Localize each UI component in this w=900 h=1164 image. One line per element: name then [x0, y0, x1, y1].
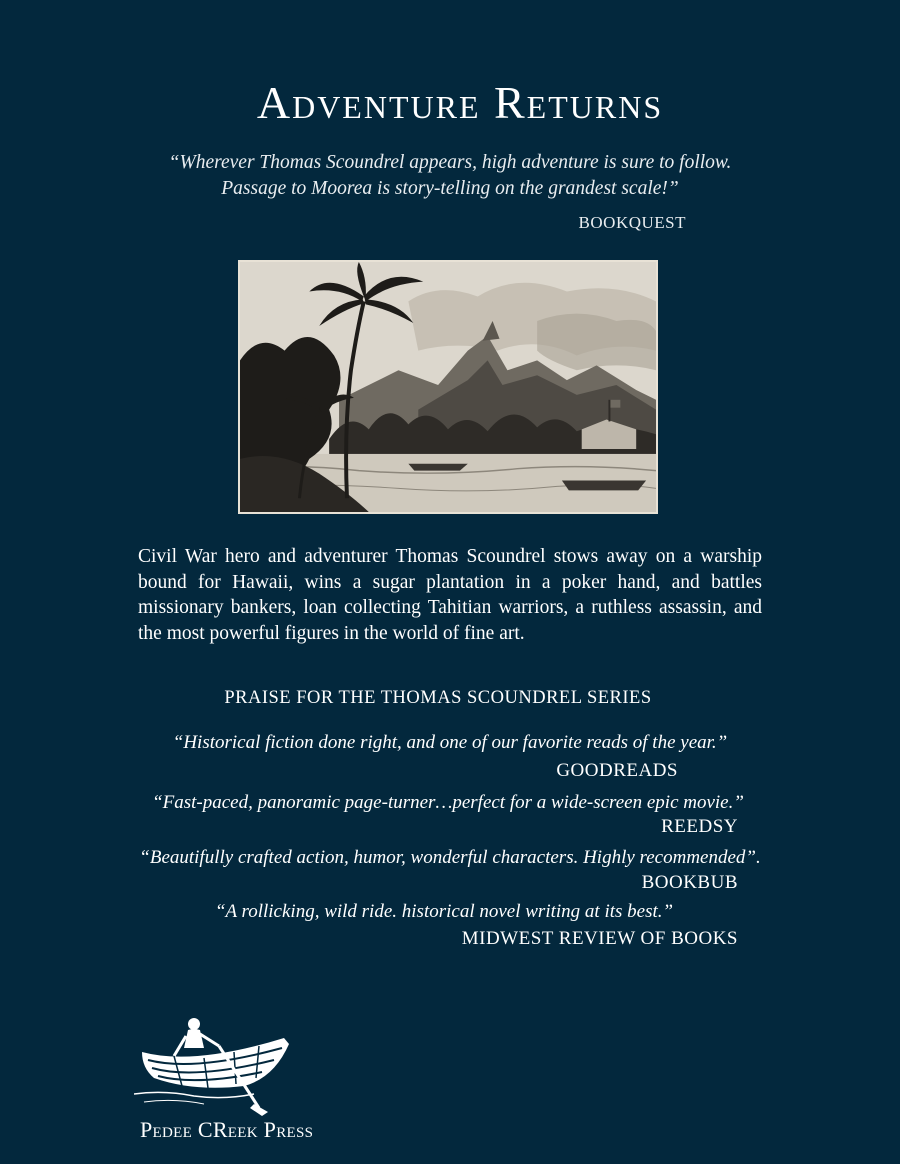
rowboat-icon: [134, 1008, 304, 1118]
featured-quote-line-1: “Wherever Thomas Scoundrel appears, high adventure is sure to follow.: [168, 152, 732, 173]
tahiti-landscape-illustration: [240, 262, 656, 512]
review-quote: “Fast-paced, panoramic page-turner…perfect for a wide-screen epic movie.”: [152, 792, 744, 813]
review-source: REEDSY: [661, 816, 738, 837]
review-source: GOODREADS: [556, 760, 678, 781]
review-source: MIDWEST REVIEW OF BOOKS: [461, 928, 738, 949]
featured-quote: [0, 150, 900, 202]
review-item: [0, 847, 900, 869]
page-title: Adventure Returns: [256, 77, 664, 128]
review-quote: “Beautifully crafted action, humor, wonderful characters. Highly recommended”.: [139, 847, 761, 868]
review-quote: “Historical fiction done right, and one of our favorite reads of the year.”: [172, 732, 728, 753]
publisher-name: Pedee CReek Press: [140, 1117, 314, 1142]
engraving-image: [238, 260, 658, 514]
featured-quote-source: BOOKQUEST: [578, 213, 686, 232]
book-description: Civil War hero and adventurer Thomas Scoundrel stows away on a warship bound for Hawaii, wins a sugar plantation in a poker hand, and battles missionary bankers, loan collecting Tahitian warriors, a ruthless assassin, and the most powerful figures in the world of fine art.: [138, 546, 762, 644]
review-source: BOOKBUB: [641, 872, 738, 893]
featured-quote-line-2: Passage to Moorea is story-telling on the grandest scale!”: [221, 178, 679, 199]
review-quote: “A rollicking, wild ride. historical novel writing at its best.”: [214, 901, 674, 922]
review-item: [0, 901, 894, 923]
praise-heading: PRAISE FOR THE THOMAS SCOUNDREL SERIES: [224, 688, 652, 708]
review-item: [0, 732, 900, 754]
review-item: [0, 792, 898, 814]
